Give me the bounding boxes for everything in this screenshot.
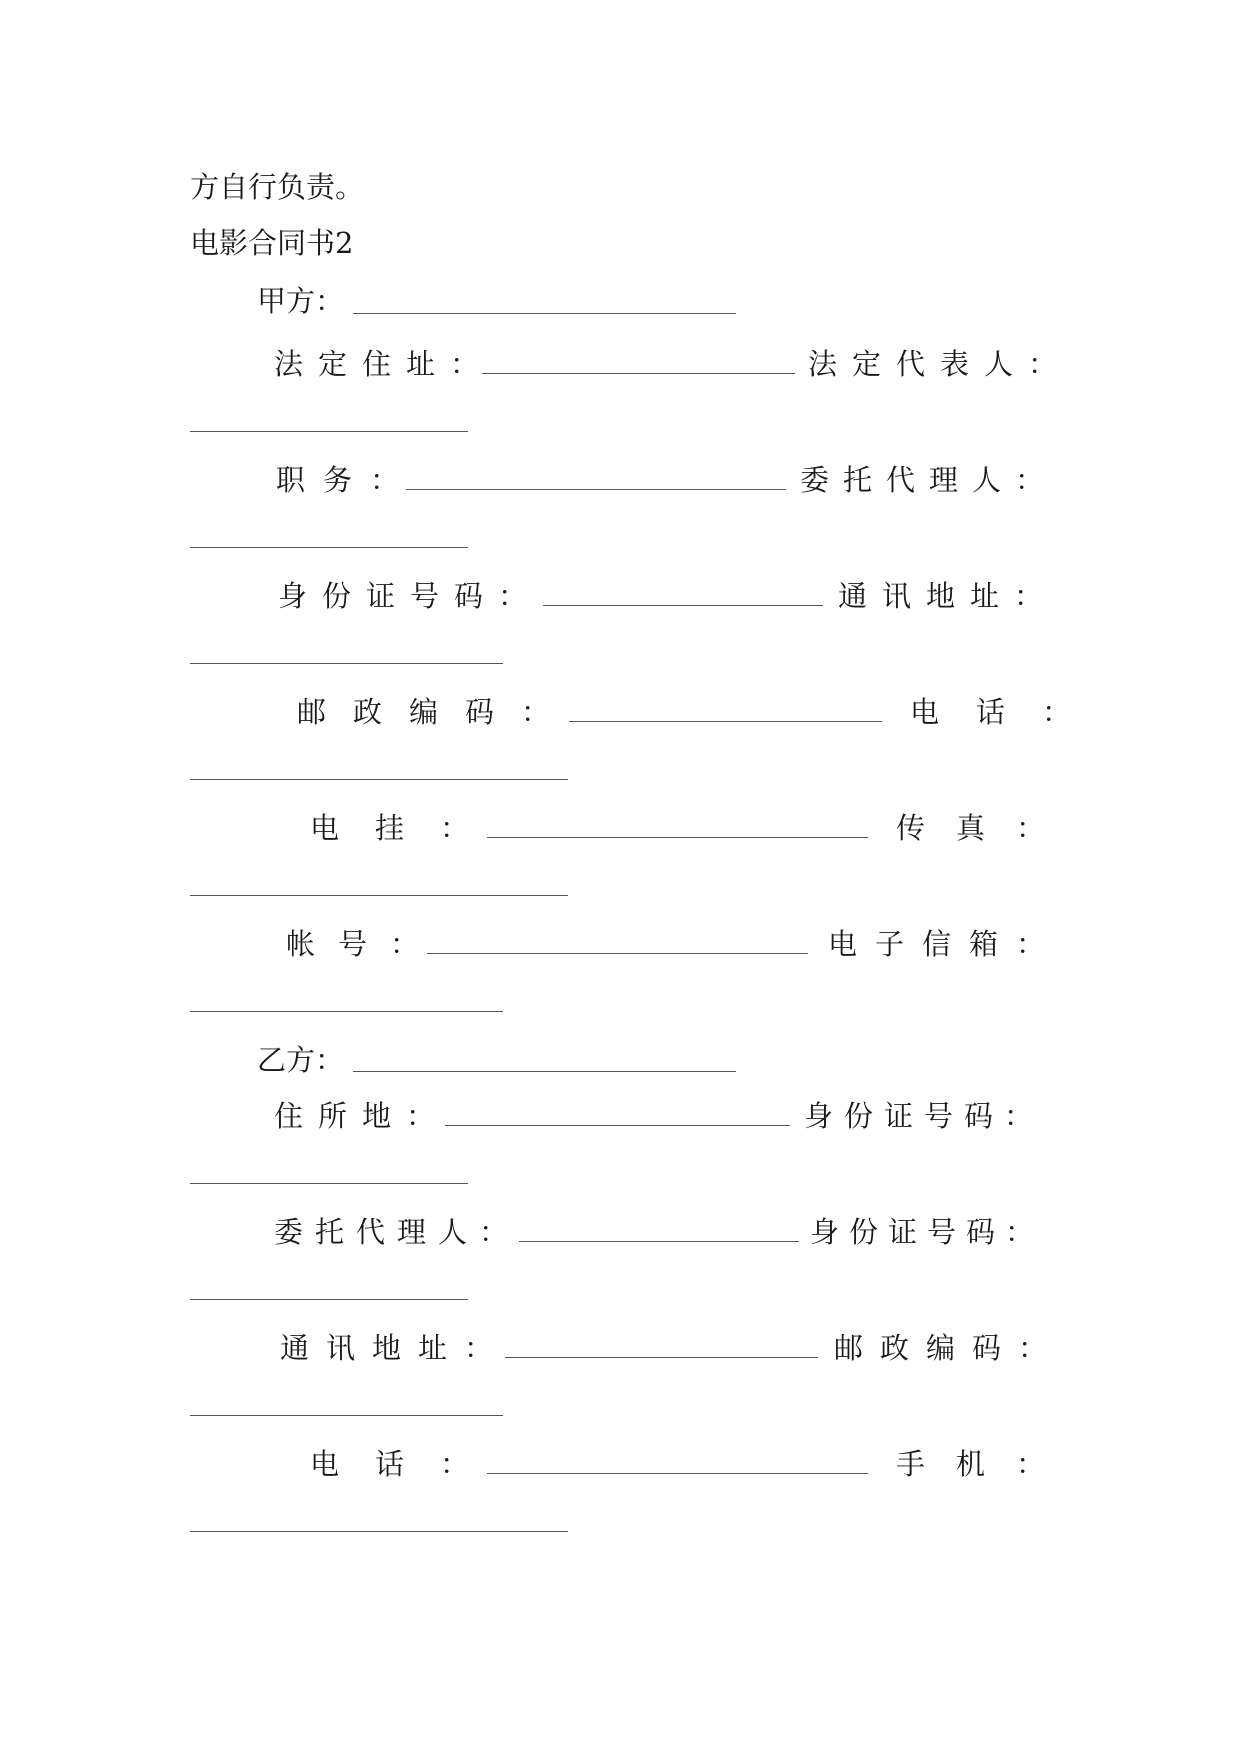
agent-blank[interactable] (190, 547, 468, 548)
id-number-blank[interactable] (543, 605, 823, 606)
phone-label: 电话： (910, 695, 1109, 729)
position-label: 职务： (276, 463, 418, 497)
b-postal-code-blank[interactable] (190, 1415, 503, 1416)
postal-code-blank[interactable] (569, 721, 882, 722)
pager-blank[interactable] (487, 837, 868, 838)
b-agent-id-label: 身份证号码： (810, 1215, 1045, 1249)
legal-rep-label: 法定代表人： (808, 347, 1073, 381)
mail-address-blank[interactable] (190, 663, 503, 664)
residence-label: 住所地： (274, 1099, 451, 1133)
b-id-number-label: 身份证号码： (804, 1099, 1045, 1133)
mobile-label: 手机： (896, 1447, 1077, 1481)
agent-label: 委托代理人： (800, 463, 1059, 497)
b-agent-label: 委托代理人： (274, 1215, 521, 1249)
b-postal-code-label: 邮政编码： (834, 1331, 1065, 1365)
b-agent-blank[interactable] (519, 1241, 799, 1242)
email-blank[interactable] (190, 1011, 503, 1012)
b-phone-blank[interactable] (487, 1473, 868, 1474)
position-blank[interactable] (406, 489, 786, 490)
account-label: 帐号： (286, 927, 443, 961)
phone-blank[interactable] (190, 779, 568, 780)
id-number-label: 身份证号码： (278, 579, 543, 613)
contract-heading: 电影合同书2 (190, 226, 354, 260)
mobile-blank[interactable] (190, 1531, 568, 1532)
fax-blank[interactable] (190, 895, 568, 896)
fax-label: 传真： (896, 811, 1077, 845)
party-b-blank[interactable] (353, 1071, 736, 1072)
b-phone-label: 电话： (310, 1447, 506, 1481)
b-agent-id-blank[interactable] (190, 1299, 468, 1300)
legal-address-label: 法定住址： (274, 347, 495, 381)
continuation-text: 方自行负责。 (190, 170, 365, 204)
b-mail-address-blank[interactable] (505, 1357, 818, 1358)
account-blank[interactable] (427, 953, 808, 954)
party-a-blank[interactable] (353, 313, 736, 314)
legal-address-blank[interactable] (482, 373, 795, 374)
postal-code-label: 邮政编码： (297, 695, 578, 729)
party-a-label: 甲方： (257, 284, 345, 318)
mail-address-label: 通讯地址： (838, 579, 1059, 613)
b-mail-address-label: 通讯地址： (280, 1331, 511, 1365)
residence-blank[interactable] (445, 1125, 790, 1126)
email-label: 电子信箱： (828, 927, 1064, 961)
legal-rep-blank[interactable] (190, 431, 468, 432)
b-id-number-blank[interactable] (190, 1183, 468, 1184)
pager-label: 电挂： (310, 811, 506, 845)
party-b-label: 乙方： (257, 1043, 345, 1077)
